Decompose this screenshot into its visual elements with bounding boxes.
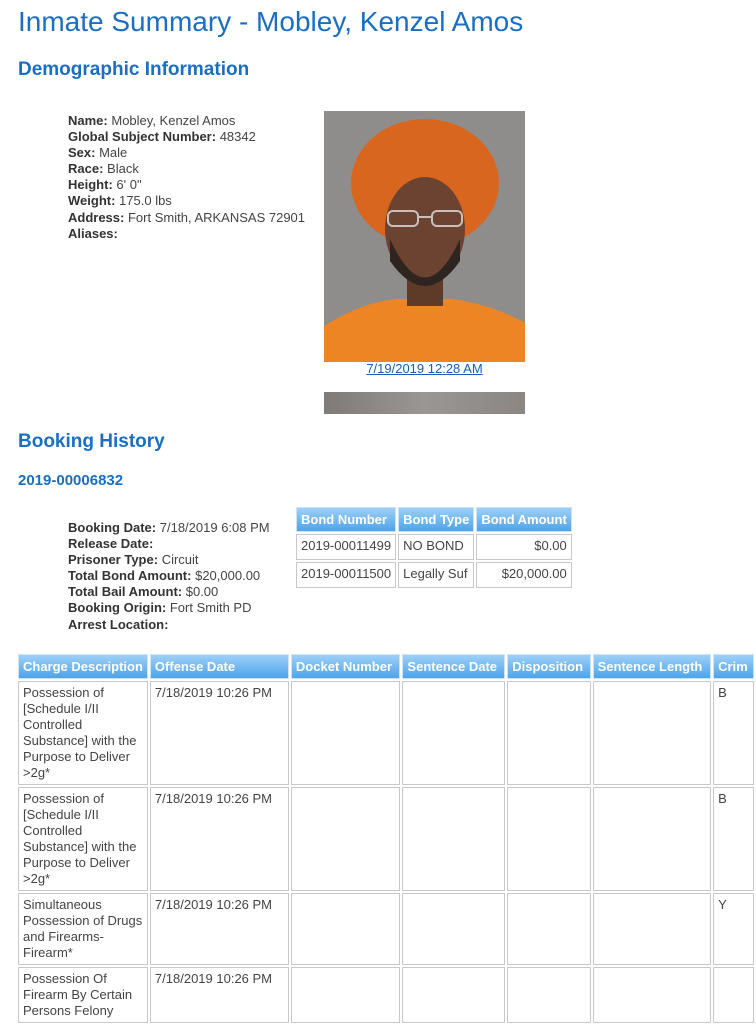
bond-number-cell: 2019-00011500 [296, 562, 396, 588]
crime-class-cell: B [713, 787, 754, 891]
disposition-cell [507, 967, 590, 1023]
mugshot-photo[interactable] [324, 111, 525, 362]
prisoner-type: Prisoner Type: Circuit [68, 552, 199, 568]
crime-class-cell [713, 967, 754, 1023]
demographic-heading: Demographic Information [18, 59, 250, 80]
bond-amount-cell: $0.00 [476, 534, 571, 560]
sentence-length-cell [593, 787, 711, 891]
table-row [296, 534, 572, 560]
bond-type-header[interactable]: Bond Type [398, 507, 474, 532]
table-row [18, 967, 754, 1023]
booking-heading: Booking History [18, 431, 165, 452]
bond-table [294, 505, 574, 590]
sentence-date-cell [402, 967, 505, 1023]
charge-description-header[interactable]: Charge Description [18, 654, 148, 679]
sentence-date-cell [402, 787, 505, 891]
offense-date-cell: 7/18/2019 10:26 PM [150, 787, 289, 891]
bond-number-header[interactable]: Bond Number [296, 507, 396, 532]
total-bond-amount: Total Bond Amount: $20,000.00 [68, 568, 261, 584]
bond-table-header [296, 507, 572, 532]
bond-amount-cell: $20,000.00 [476, 562, 571, 588]
sentence-length-cell [593, 893, 711, 965]
crime-class-header[interactable]: Crim [713, 654, 754, 679]
demo-aliases: Aliases: [68, 225, 118, 241]
sentence-date-header[interactable]: Sentence Date [402, 654, 505, 679]
demo-sex: Sex: Male [68, 145, 128, 161]
offense-date-cell: 7/18/2019 10:26 PM [150, 893, 289, 965]
total-bail-amount: Total Bail Amount: $0.00 [68, 584, 219, 600]
sentence-length-cell [593, 967, 711, 1023]
booking-date: Booking Date: 7/18/2019 6:08 PM [68, 520, 270, 535]
bond-type-cell: NO BOND [398, 534, 474, 560]
disposition-cell [507, 893, 590, 965]
photo-date-link[interactable]: 7/19/2019 12:28 AM [366, 361, 483, 376]
disposition-cell [507, 681, 590, 785]
crime-class-cell: B [713, 681, 754, 785]
demo-race: Race: Black [68, 161, 139, 177]
sentence-length-header[interactable]: Sentence Length [593, 654, 711, 679]
release-date: Release Date: [68, 536, 154, 552]
demo-name: Name: Mobley, Kenzel Amos [68, 113, 236, 128]
sentence-length-cell [593, 681, 711, 785]
disposition-header[interactable]: Disposition [507, 654, 590, 679]
table-row [18, 893, 754, 965]
docket-number-header[interactable]: Docket Number [291, 654, 401, 679]
offense-date-header[interactable]: Offense Date [150, 654, 289, 679]
table-row [296, 562, 572, 588]
booking-origin: Booking Origin: Fort Smith PD [68, 600, 252, 616]
charge-description-cell: Possession of [Schedule I/II Controlled Substance] with the Purpose to Deliver >2g* [18, 787, 148, 891]
docket-number-cell [291, 967, 401, 1023]
demo-subject-number: Global Subject Number: 48342 [68, 129, 256, 145]
booking-info [68, 520, 270, 633]
bond-type-cell: Legally Suf [398, 562, 474, 588]
docket-number-cell [291, 681, 401, 785]
charge-description-cell: Possession of [Schedule I/II Controlled Substance] with the Purpose to Deliver >2g* [18, 681, 148, 785]
sentence-date-cell [402, 681, 505, 785]
docket-number-cell [291, 893, 401, 965]
table-row [18, 681, 754, 785]
secondary-photo-thumbnail[interactable] [324, 392, 525, 414]
charges-table [16, 652, 756, 1025]
table-row [18, 787, 754, 891]
offense-date-cell: 7/18/2019 10:26 PM [150, 681, 289, 785]
charges-table-header [18, 654, 754, 679]
demo-weight: Weight: 175.0 lbs [68, 193, 172, 209]
demographic-info [68, 113, 305, 242]
charge-description-cell: Simultaneous Possession of Drugs and Firearms-Firearm* [18, 893, 148, 965]
crime-class-cell: Y [713, 893, 754, 965]
demo-address: Address: Fort Smith, ARKANSAS 72901 [68, 209, 306, 225]
sentence-date-cell [402, 893, 505, 965]
disposition-cell [507, 787, 590, 891]
bond-number-cell: 2019-00011499 [296, 534, 396, 560]
booking-number: 2019-00006832 [18, 472, 124, 489]
demo-height: Height: 6' 0" [68, 177, 142, 193]
offense-date-cell: 7/18/2019 10:26 PM [150, 967, 289, 1023]
docket-number-cell [291, 787, 401, 891]
bond-amount-header[interactable]: Bond Amount [476, 507, 571, 532]
charge-description-cell: Possession Of Firearm By Certain Persons Felony [18, 967, 148, 1023]
page-title: Inmate Summary - Mobley, Kenzel Amos [18, 6, 524, 37]
arrest-location: Arrest Location: [68, 616, 169, 632]
